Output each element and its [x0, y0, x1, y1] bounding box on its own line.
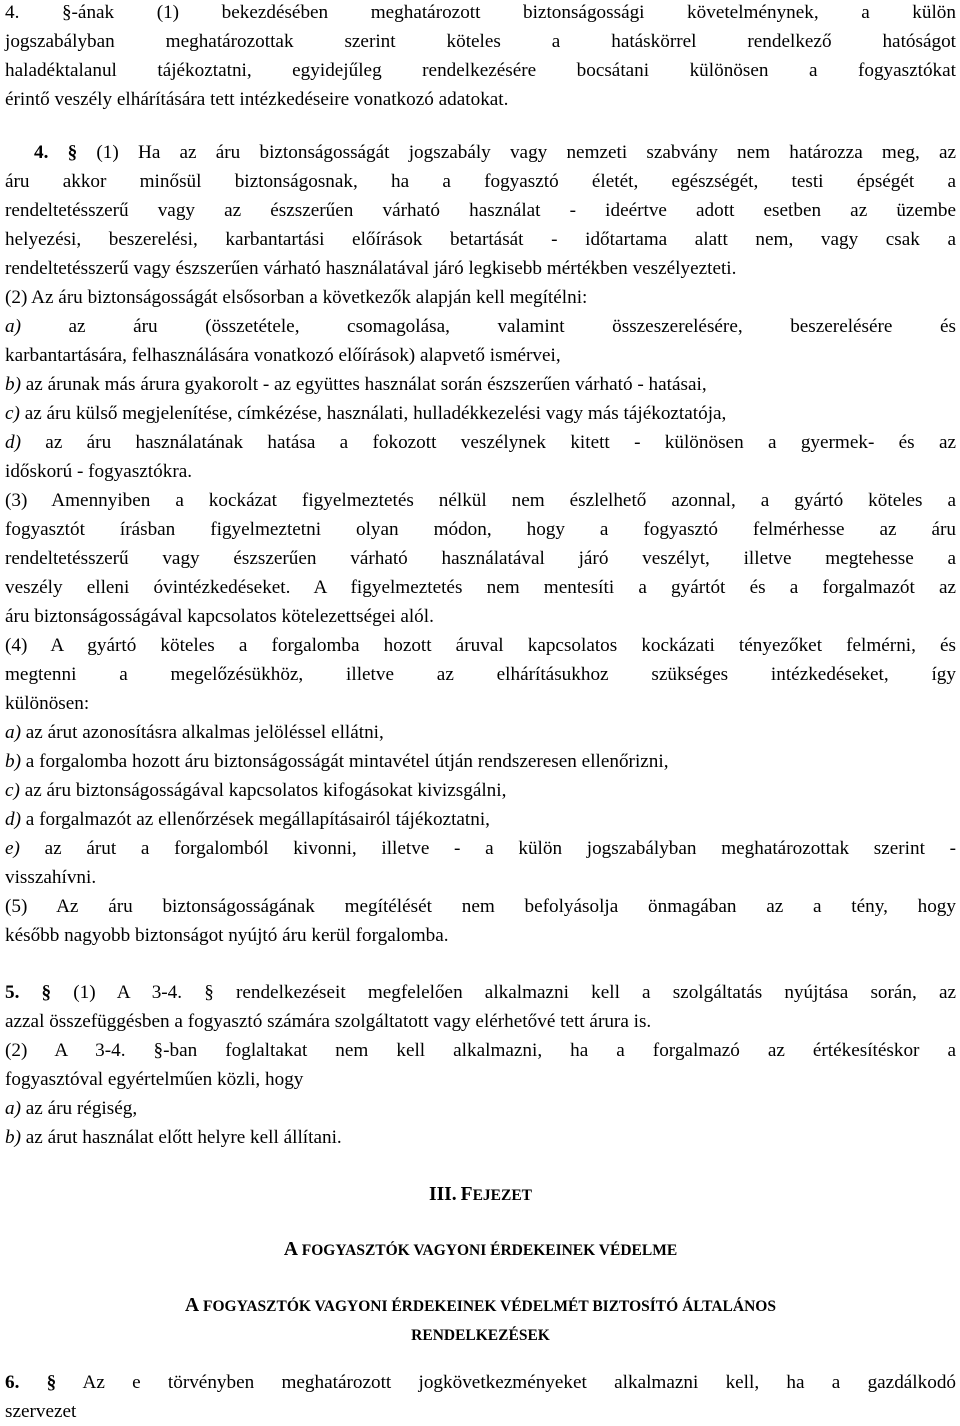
text-fragment: az áru külső megjelenítése, címkézése, használati, hulladékkezelési vagy más tájékoztatója,	[19, 403, 727, 424]
title-heading	[5, 1235, 956, 1265]
chapter-word-rest: EJEZET	[472, 1187, 533, 1204]
text-fragment: az áru (összetétele, csomagolása, valamint összeszerelésére, beszerelésére és	[20, 316, 956, 337]
text-fragment: a forgalomba hozott áru biztonságosságát mintavétel útján rendszeresen ellenőrizni,	[20, 751, 669, 772]
title-cap: A	[283, 1239, 298, 1260]
text-line: érintő veszély elhárítására tett intézkedéseire vonatkozó adatokat.	[5, 89, 509, 110]
text-line: rendeltetésszerű vagy észszerűen várható használatával járó legkisebb mértékben veszélyezteti.	[5, 258, 737, 279]
text-line: rendeltetésszerű vagy észszerűen várható használatával járó veszélyt, illetve megtehesse a	[5, 548, 956, 569]
section-5-first-line	[5, 978, 956, 1007]
text-line: visszahívni.	[5, 867, 97, 888]
section-number: 4.	[34, 142, 49, 163]
item-label: a)	[5, 316, 21, 337]
text-fragment: az áru biztonságosságával kapcsolatos kifogásokat kivizsgálni,	[19, 780, 507, 801]
text-fragment: az árut használat előtt helyre kell állítani.	[20, 1127, 342, 1148]
list-item-b	[5, 370, 956, 399]
text-line: (4) A gyártó köteles a forgalomba hozott áruval kapcsolatos kockázati tényezőket felmérni, és	[5, 635, 956, 656]
text-fragment: a forgalmazót az ellenőrzések megállapításairól tájékoztatni,	[20, 809, 490, 830]
text-line: haladéktalanul tájékoztatni, egyidejűleg rendelkezésére bocsátani különösen a fogyasztókat	[5, 60, 956, 81]
text-line: (3) Amennyiben a kockázat figyelmeztetés nélkül nem észlelhető azonnal, a gyártó köteles a	[5, 490, 956, 511]
list-item-e	[5, 834, 956, 863]
section-number: 6.	[5, 1372, 20, 1393]
text-line: áru akkor minősül biztonságosnak, ha a fogyasztó életét, egészségét, testi épségét a	[5, 171, 956, 192]
text-fragment: az áru régiség,	[20, 1098, 138, 1119]
subtitle-cap: A	[185, 1295, 200, 1316]
chapter-word-cap: F	[460, 1184, 473, 1205]
text-line: fogyasztót írásban figyelmeztetni olyan módon, hogy a fogyasztó felmérhesse az áru	[5, 519, 956, 540]
text-line: (5) Az áru biztonságosságának megítélését nem befolyásolja önmagában az a tény, hogy	[5, 896, 956, 917]
item-label: a)	[5, 1098, 21, 1119]
text-line: veszély elleni óvintézkedéseket. A figyelmeztetés nem mentesíti a gyártót és a forgalmazót az	[5, 577, 956, 598]
text-fragment: az áru használatának hatása a fokozott veszélynek kitett - különösen a gyermek- és az	[20, 432, 956, 453]
title-rest: FOGYASZTÓK VAGYONI ÉRDEKEINEK VÉDELME	[297, 1242, 678, 1259]
chapter-heading	[5, 1180, 956, 1210]
list-item	[5, 718, 956, 747]
list-item	[5, 776, 956, 805]
item-label: b)	[5, 751, 21, 772]
text-line: jogszabályban meghatározottak szerint köteles a hatáskörrel rendelkező hatóságot	[5, 31, 956, 52]
chapter-number: III.	[428, 1184, 457, 1205]
text-line: 4. §-ának (1) bekezdésében meghatározott biztonságossági követelménynek, a külön	[5, 2, 956, 23]
text-line: fogyasztóval egyértelműen közli, hogy	[5, 1069, 304, 1090]
text-line: (2) Az áru biztonságosságát elsősorban a következők alapján kell megítélni:	[5, 287, 588, 308]
subtitle-line2: RENDELKEZÉSEK	[411, 1327, 550, 1344]
document-page	[5, 0, 956, 1426]
list-item-b	[5, 1123, 956, 1152]
item-label: b)	[5, 1127, 21, 1148]
list-item-a	[5, 312, 956, 341]
item-label: d)	[5, 809, 21, 830]
text-fragment: (1) A 3-4. § rendelkezéseit megfelelően alkalmazni kell a szolgáltatás nyújtása során, az	[51, 982, 957, 1003]
text-line: karbantartására, felhasználására vonatkozó előírások) alapvető ismérvei,	[5, 345, 561, 366]
item-label: d)	[5, 432, 21, 453]
item-label: a)	[5, 722, 21, 743]
text-line: szervezet	[5, 1401, 77, 1422]
list-item	[5, 805, 956, 834]
text-line: megtenni a megelőzésükhöz, illetve az elhárításukhoz szükséges intézkedéseket, így	[5, 664, 956, 685]
list-item-a	[5, 1094, 956, 1123]
section-6-first-line	[5, 1368, 956, 1397]
text-line: áru biztonságosságával kapcsolatos kötelezettségei alól.	[5, 606, 434, 627]
text-line: (2) A 3-4. §-ban foglaltakat nem kell alkalmazni, ha a forgalmazó az értékesítéskor a	[5, 1040, 956, 1061]
item-label: e)	[5, 838, 20, 859]
text-fragment: Az e törvényben meghatározott jogkövetkezményeket alkalmazni kell, ha a gazdálkodó	[56, 1372, 957, 1393]
subtitle-rest: FOGYASZTÓK VAGYONI ÉRDEKEINEK VÉDELMÉT BIZTOSÍTÓ ÁLTALÁNOS	[199, 1298, 776, 1315]
section-5	[5, 978, 956, 1152]
section-symbol: §	[46, 1372, 57, 1393]
list-item	[5, 747, 956, 776]
text-fragment: az árut a forgalomból kivonni, illetve - a külön jogszabályban meghatározottak szerint -	[19, 838, 956, 859]
subtitle-heading	[5, 1291, 956, 1321]
item-label: b)	[5, 374, 21, 395]
text-line: időskorú - fogyasztókra.	[5, 461, 193, 482]
section-4	[5, 138, 956, 950]
text-fragment: az árunak más árura gyakorolt - az együttes használat során észszerűen várható - hatásai,	[20, 374, 707, 395]
subtitle-heading-line2	[5, 1321, 956, 1350]
section-symbol: §	[67, 142, 78, 163]
list-item-c	[5, 399, 956, 428]
item-label: c)	[5, 403, 20, 424]
section-symbol: §	[41, 982, 52, 1003]
item-label: c)	[5, 780, 20, 801]
list-item-d	[5, 428, 956, 457]
text-line: azzal összefüggésben a fogyasztó számára szolgáltatott vagy elérhetővé tett árura is.	[5, 1011, 652, 1032]
section-number: 5.	[5, 982, 20, 1003]
text-line: helyezési, beszerelési, karbantartási előírások betartását - időtartama alatt nem, vagy csak a	[5, 229, 956, 250]
section-6	[5, 1368, 956, 1426]
text-line: később nagyobb biztonságot nyújtó áru kerül forgalomba.	[5, 925, 449, 946]
text-fragment: (1) Ha az áru biztonságosságát jogszabály vagy nemzeti szabvány nem határozza meg, az	[77, 142, 956, 163]
section-3-continuation	[5, 0, 956, 114]
section-4-first-line	[5, 138, 956, 167]
text-fragment: az árut azonosításra alkalmas jelöléssel ellátni,	[20, 722, 384, 743]
text-line: különösen:	[5, 693, 90, 714]
text-line: rendeltetésszerű vagy az észszerűen várható használat - ideértve adott esetben az üzembe	[5, 200, 956, 221]
